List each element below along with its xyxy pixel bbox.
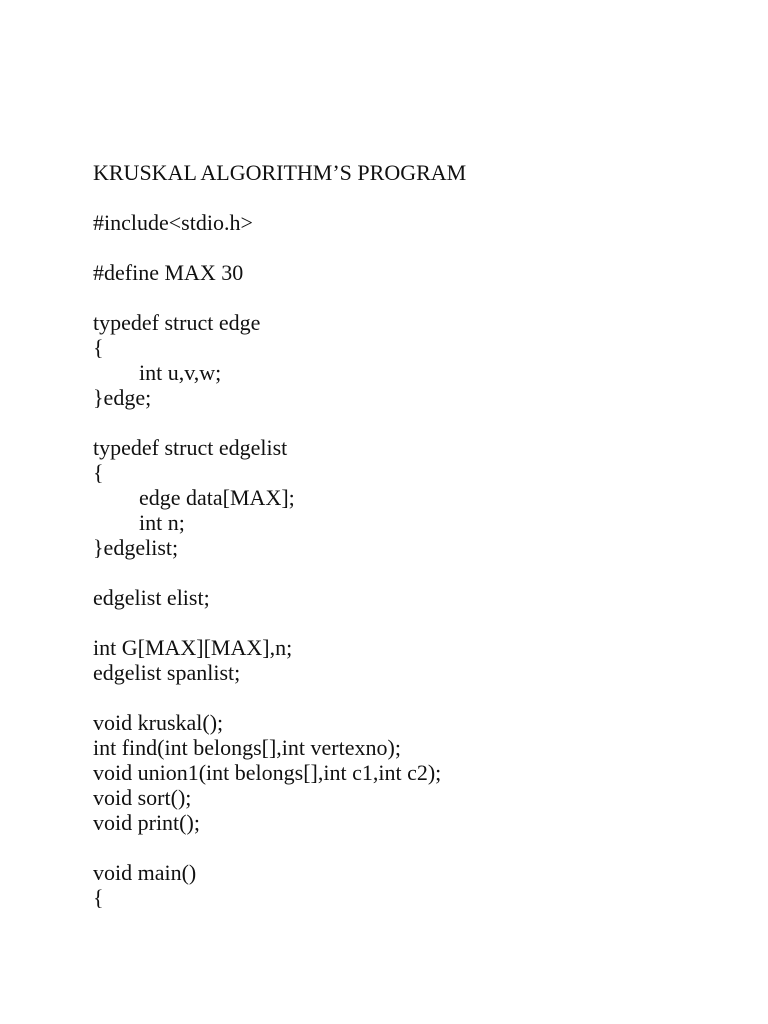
blank-line [93, 285, 733, 310]
code-line-spanlist: edgelist spanlist; [93, 660, 241, 685]
blank-line [93, 560, 733, 585]
code-line-proto-find: int find(int belongs[],int vertexno); [93, 735, 401, 760]
code-line-globals: int G[MAX][MAX],n; [93, 635, 293, 660]
code-line-open-brace: { [93, 460, 104, 485]
blank-line [93, 410, 733, 435]
code-line-main: void main() [93, 860, 197, 885]
code-line-include: #include<stdio.h> [93, 210, 253, 235]
code-line-edgelist-data: edge data[MAX]; [139, 485, 295, 510]
code-line-close-edgelist: }edgelist; [93, 535, 179, 560]
code-line-edge-fields: int u,v,w; [139, 360, 222, 385]
blank-line [93, 235, 733, 260]
code-line-elist: edgelist elist; [93, 585, 210, 610]
code-line-typedef-edgelist: typedef struct edgelist [93, 435, 288, 460]
code-line-proto-kruskal: void kruskal(); [93, 710, 224, 735]
code-line-typedef-edge: typedef struct edge [93, 310, 261, 335]
blank-line [93, 610, 733, 635]
code-line-close-edge: }edge; [93, 385, 152, 410]
code-line-proto-print: void print(); [93, 810, 200, 835]
document-title: KRUSKAL ALGORITHM’S PROGRAM [93, 160, 467, 185]
code-line-proto-sort: void sort(); [93, 785, 192, 810]
code-line-proto-union1: void union1(int belongs[],int c1,int c2); [93, 760, 442, 785]
code-line-edgelist-n: int n; [139, 510, 185, 535]
code-line-main-open-brace: { [93, 885, 104, 910]
code-line-open-brace: { [93, 335, 104, 360]
blank-line [93, 835, 733, 860]
code-block [93, 210, 733, 910]
blank-line [93, 685, 733, 710]
code-line-define: #define MAX 30 [93, 260, 244, 285]
